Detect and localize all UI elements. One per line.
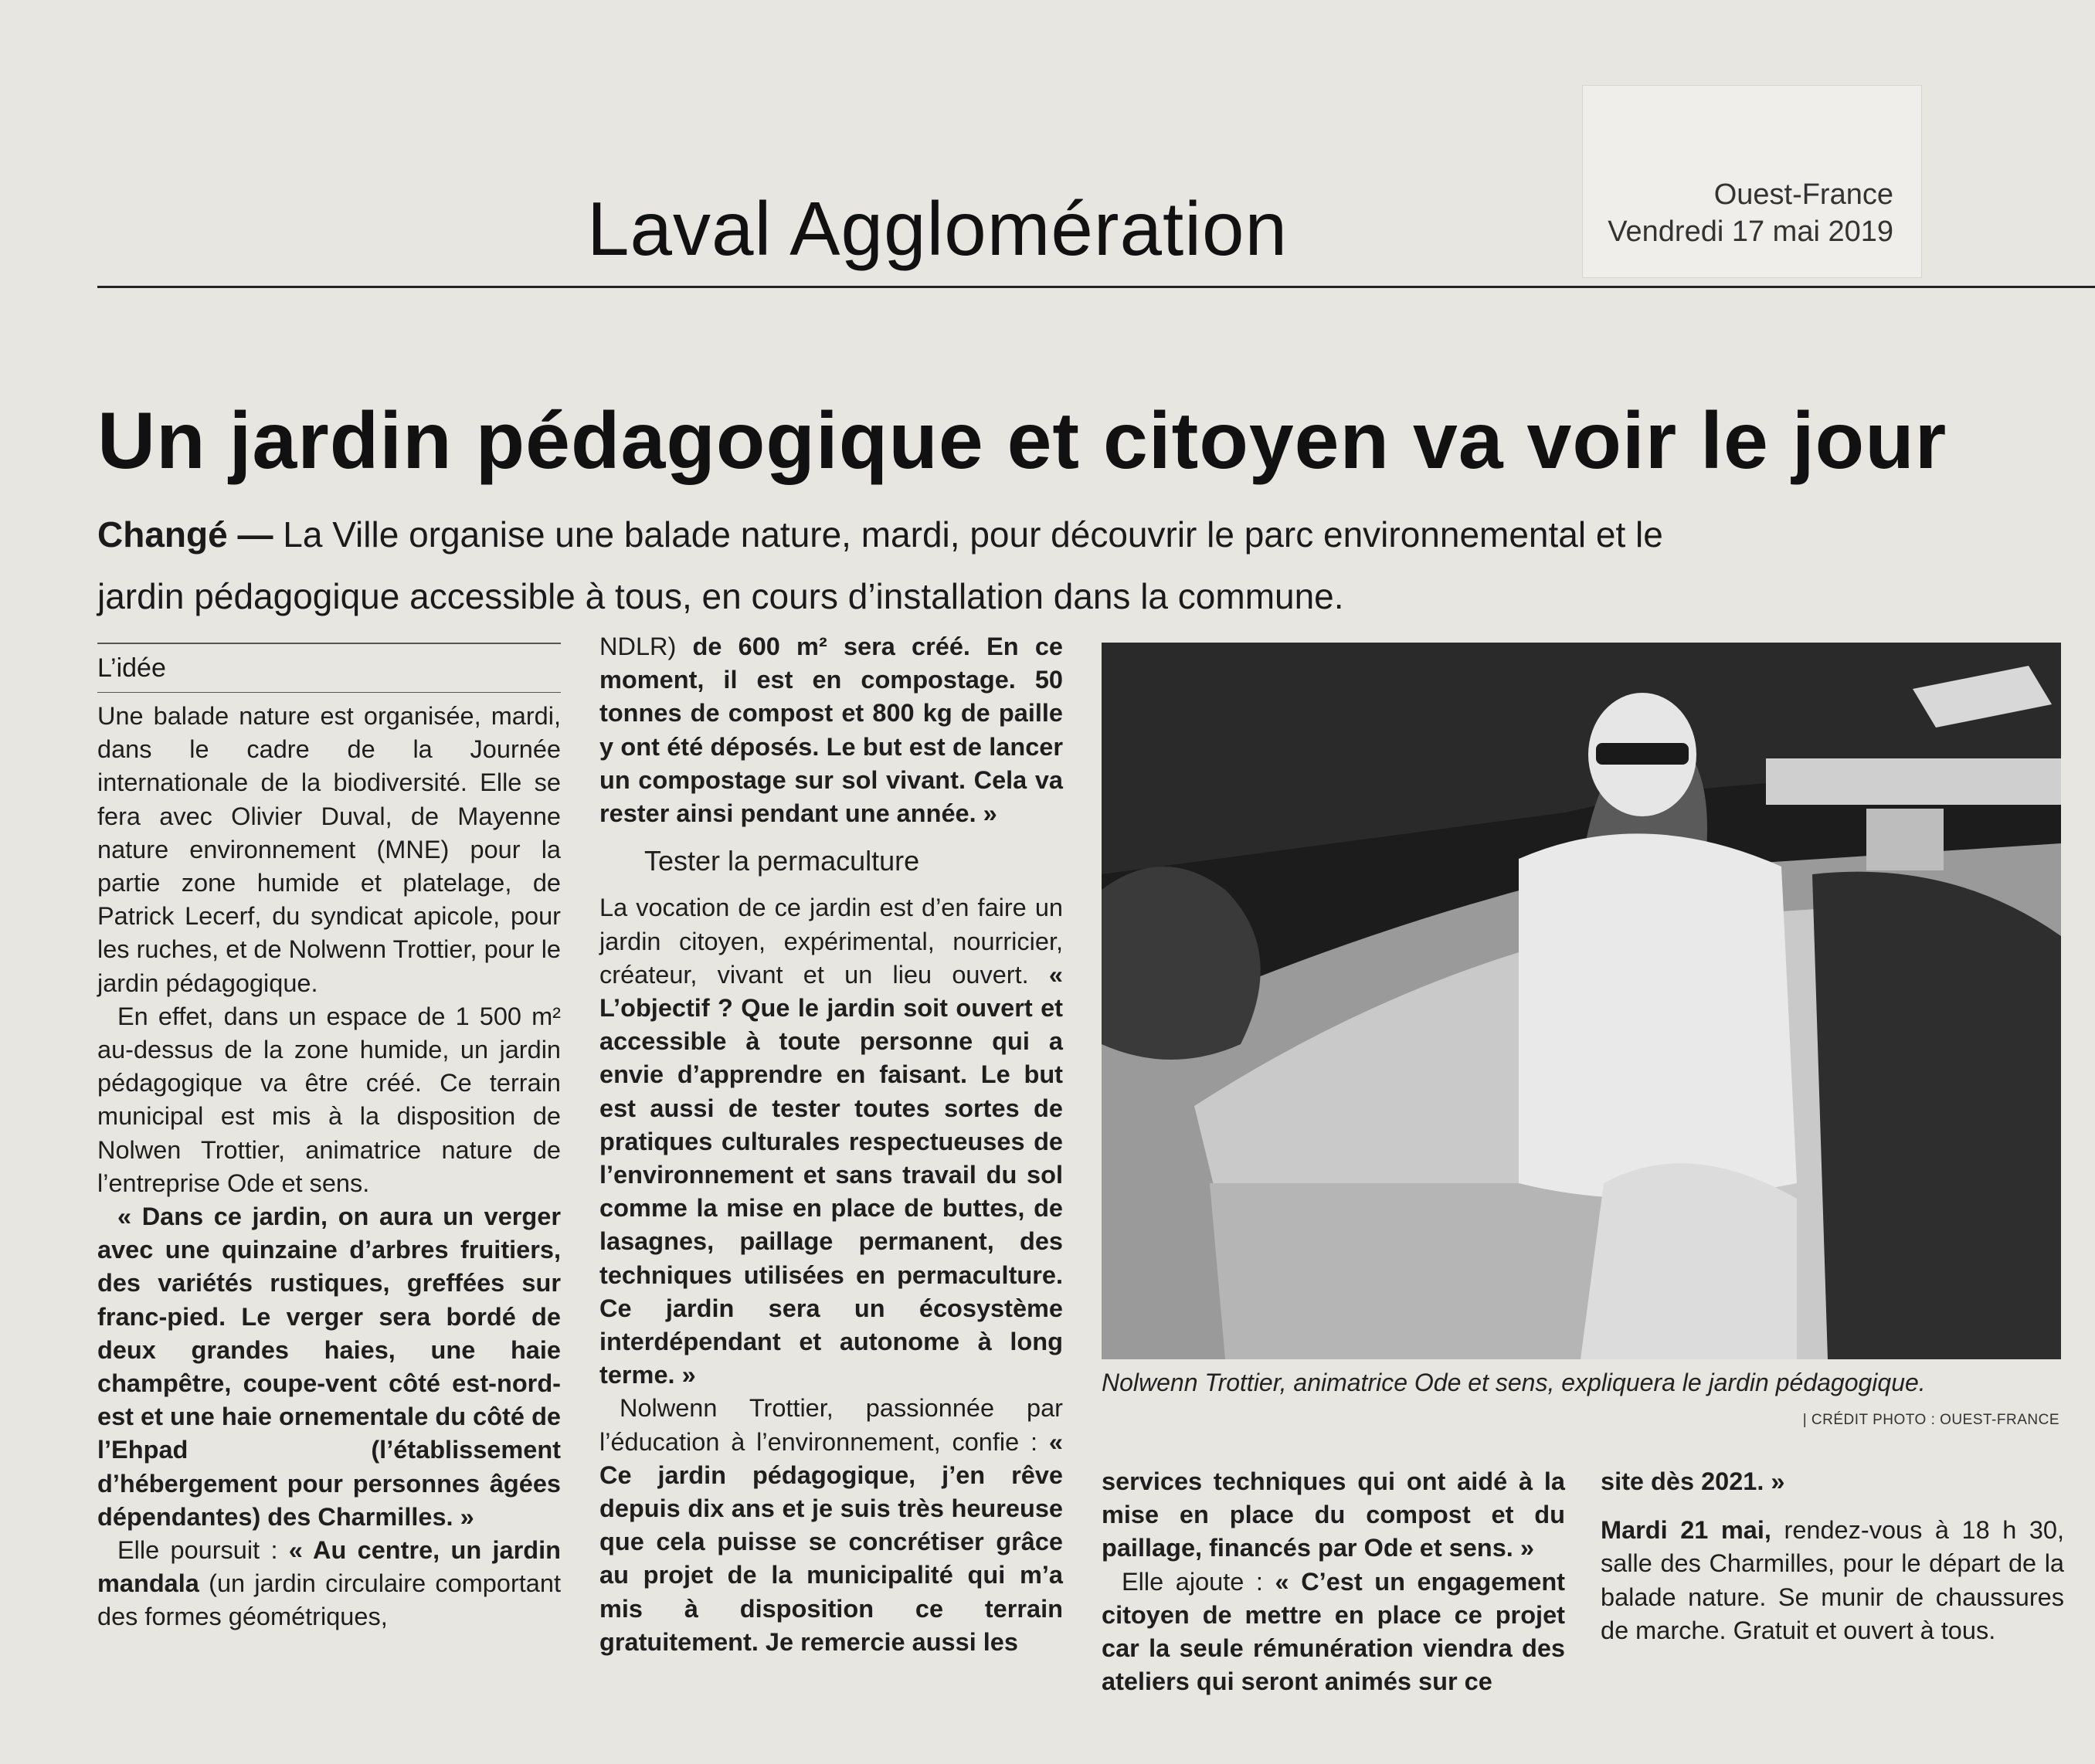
text: rendez-vous à 18 h 30, salle des Charmilles, pour le départ de la balade nature. Se munir de chaussures de marche. Gratuit et ouvert à tous.	[1601, 1516, 2064, 1644]
photo-credit: | CRÉDIT PHOTO : OUEST-FRANCE	[1802, 1412, 2059, 1428]
section-title: Laval Agglomération	[587, 186, 1289, 271]
paragraph	[599, 630, 1063, 830]
text: Nolwenn Trottier, passionnée par l’éducation à l’environnement, confie :	[599, 1394, 1063, 1456]
text: La vocation de ce jardin est d’en faire un jardin citoyen, expérimental, nourricier, créateur, vivant et un lieu ouvert.	[599, 894, 1063, 989]
column-rule	[97, 643, 561, 644]
lead-text: La Ville organise une balade nature, mardi, pour découvrir le parc environnemental et le jardin pédagogique accessible à tous, en cours d’installation dans la commune.	[97, 514, 1663, 616]
paragraph: Une balade nature est organisée, mardi, dans le cadre de la Journée internationale de la biodiversité. Elle se fera avec Olivier Duval, de Mayenne nature environnement (MNE) pour la partie zone humide et platelage, de Patrick Lecerf, du syndicat apicole, pour les ruches, et de Nolwenn Trottier, pour le jardin pédagogique.	[97, 702, 561, 997]
paragraph	[97, 1534, 561, 1634]
article-column-4	[1601, 1465, 2064, 1647]
paragraph	[599, 891, 1063, 1392]
subhead-idee: L’idée	[97, 653, 166, 683]
event-info	[1601, 1514, 2064, 1647]
text: Elle poursuit :	[117, 1536, 289, 1565]
event-date: Mardi 21 mai,	[1601, 1516, 1771, 1545]
text: NDLR)	[599, 633, 693, 660]
paragraph: En effet, dans un espace de 1 500 m² au-dessus de la zone humide, un jardin pédagogique va être créé. Ce terrain municipal est mis à la disposition de Nolwen Trottier, animatrice nature de l’entreprise Ode et sens.	[97, 1002, 561, 1197]
photo-caption: Nolwenn Trottier, animatrice Ode et sens, expliquera le jardin pédagogique.	[1102, 1369, 1926, 1396]
paragraph	[1601, 1465, 2064, 1498]
dateline: Changé —	[97, 514, 273, 555]
stamp-source: Ouest-France	[1713, 178, 1893, 211]
article-column-3	[1102, 1465, 1565, 1698]
section-rule	[97, 286, 2095, 288]
quote: « C’est un engagement citoyen de mettre en place ce projet car la seule rémunération viendra des ateliers qui seront animés sur ce	[1102, 1567, 1565, 1696]
paragraph	[599, 1392, 1063, 1659]
garden-photo-illustration	[1102, 643, 2061, 1359]
article-photo	[1102, 643, 2061, 1359]
date-stamp	[1582, 85, 1922, 278]
subhead-permaculture: Tester la permaculture	[644, 845, 920, 877]
column-rule	[97, 692, 561, 693]
paragraph	[1102, 1465, 1565, 1566]
quote: « Dans ce jardin, on aura un verger avec une quinzaine d’arbres fruitiers, des variétés rustiques, greffées sur franc-pied. Le verger sera bordé de deux grandes haies, une haie champêtre, coupe-vent côté est-nord-est et une haie ornementale du côté de l’Ehpad (l’établissement d’hébergement pour personnes âgées dépendantes) des Charmilles. »	[97, 1203, 561, 1531]
quote: de 600 m² sera créé. En ce moment, il est en compostage. 50 tonnes de compost et 800 kg de paille y ont été déposés. Le but est de lancer un compostage sur sol vivant. Cela va rester ainsi pendant une année. »	[599, 633, 1063, 828]
quote: « Ce jardin pédagogique, j’en rêve depuis dix ans et je suis très heureuse que cela puisse se concrétiser grâce au projet de la municipalité qui m’a mis à disposition ce terrain gratuitement. Je remercie aussi les	[599, 1427, 1063, 1656]
quote: services techniques qui ont aidé à la mise en place du compost et du paillage, financés par Ode et sens. »	[1102, 1467, 1565, 1562]
stamp-date: Vendredi 17 mai 2019	[1608, 215, 1893, 248]
headline: Un jardin pédagogique et citoyen va voir le jour	[97, 396, 1947, 486]
lead-paragraph	[97, 504, 1720, 627]
article-column-1	[97, 700, 561, 1634]
quote: « Au centre, un jardin mandala	[97, 1536, 562, 1598]
article-column-2	[599, 630, 1063, 1659]
paragraph	[1102, 1566, 1565, 1699]
quote: « L’objectif ? Que le jardin soit ouvert et accessible à toute personne qui a envie d’apprendre en faisant. Le but est aussi de tester toutes sortes de pratiques culturales respectueuses de l’environnement et sans travail du sol comme la mise en place de buttes, de lasagnes, paillage permanent, des techniques utilisées en permaculture. Ce jardin sera un écosystème interdépendant et autonome à long terme. »	[599, 960, 1063, 1389]
quote: site dès 2021. »	[1601, 1467, 1785, 1495]
text: (un jardin circulaire comportant des formes géométriques,	[97, 1569, 561, 1631]
text: Elle ajoute :	[1122, 1567, 1275, 1596]
paragraph	[97, 1200, 561, 1534]
